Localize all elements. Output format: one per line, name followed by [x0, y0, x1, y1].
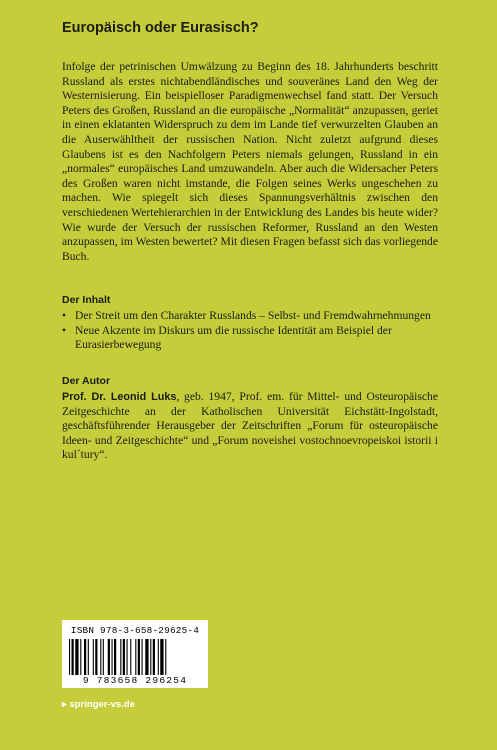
- list-item: • Neue Akzente im Diskurs um die russische Identität am Beispiel der Eurasierbewegung: [62, 324, 438, 353]
- publisher-url[interactable]: springer-vs.de: [69, 699, 135, 710]
- publisher-link[interactable]: ▸ springer-vs.de: [62, 699, 135, 710]
- blurb-text: Infolge der petrinischen Umwälzung zu Beginn des 18. Jahrhunderts beschritt Russland als erstes nichtabendländisches und souveränes Land den Weg der Westernisierung. Ein beispielloser Paradigmenwechsel fand statt. Der Versuch Peters des Großen, Russland an die europäische „Normalität“ anzupassen, geriet in einen eklatanten Widerspruch zu dem im Lande tief verwurzelten Glauben an die Auserwähltheit der russischen Nation. Nicht zuletzt aufgrund dieses Glaubens ist es den Nachfolgern Peters niemals gelungen, Russland in ein „normales“ europäisches Land umzuwandeln. Aber auch die Widersacher Peters des Großen waren nicht imstande, die Folgen seines Werks ungeschehen zu machen. Wie spiegelt sich dieses Spannungsverhältnis zwischen den verschiedenen Wertehierarchien in der Entwicklung des Landes bis heute wider? Wie wurde der Versuch der russischen Reformer, Russland an den Westen anzupassen, im Westen bewertet? Mit diesen Fragen befasst sich das vorliegende Buch.: [62, 60, 438, 263]
- author-name: Prof. Dr. Leonid Luks: [62, 391, 177, 403]
- autor-heading: Der Autor: [62, 375, 111, 387]
- barcode-bars: [69, 639, 201, 675]
- list-item: • Der Streit um den Charakter Russlands – Selbst- und Fremdwahrnehmungen: [62, 309, 438, 324]
- isbn-label: ISBN 978-3-658-29625-4: [70, 625, 200, 636]
- autor-text: [62, 390, 438, 463]
- inhalt-list: [62, 309, 438, 353]
- author-bio: , geb. 1947, Prof. em. für Mittel- und Osteuropäische Zeitgeschichte an der Katholischen Universität Eichstätt-Ingolstadt, geschäftsführender Herausgeber der Zeitschriften „Forum für osteuropäische Ideen- und Zeitgeschichte“ und „Forum noveishei vostochnoevropeiskoi istorii i kul´tury“.: [62, 390, 438, 462]
- book-title: Europäisch oder Eurasisch?: [62, 20, 259, 36]
- barcode: [62, 620, 208, 688]
- barcode-digits: 9 783658 296254: [82, 675, 188, 686]
- inhalt-heading: Der Inhalt: [62, 294, 111, 306]
